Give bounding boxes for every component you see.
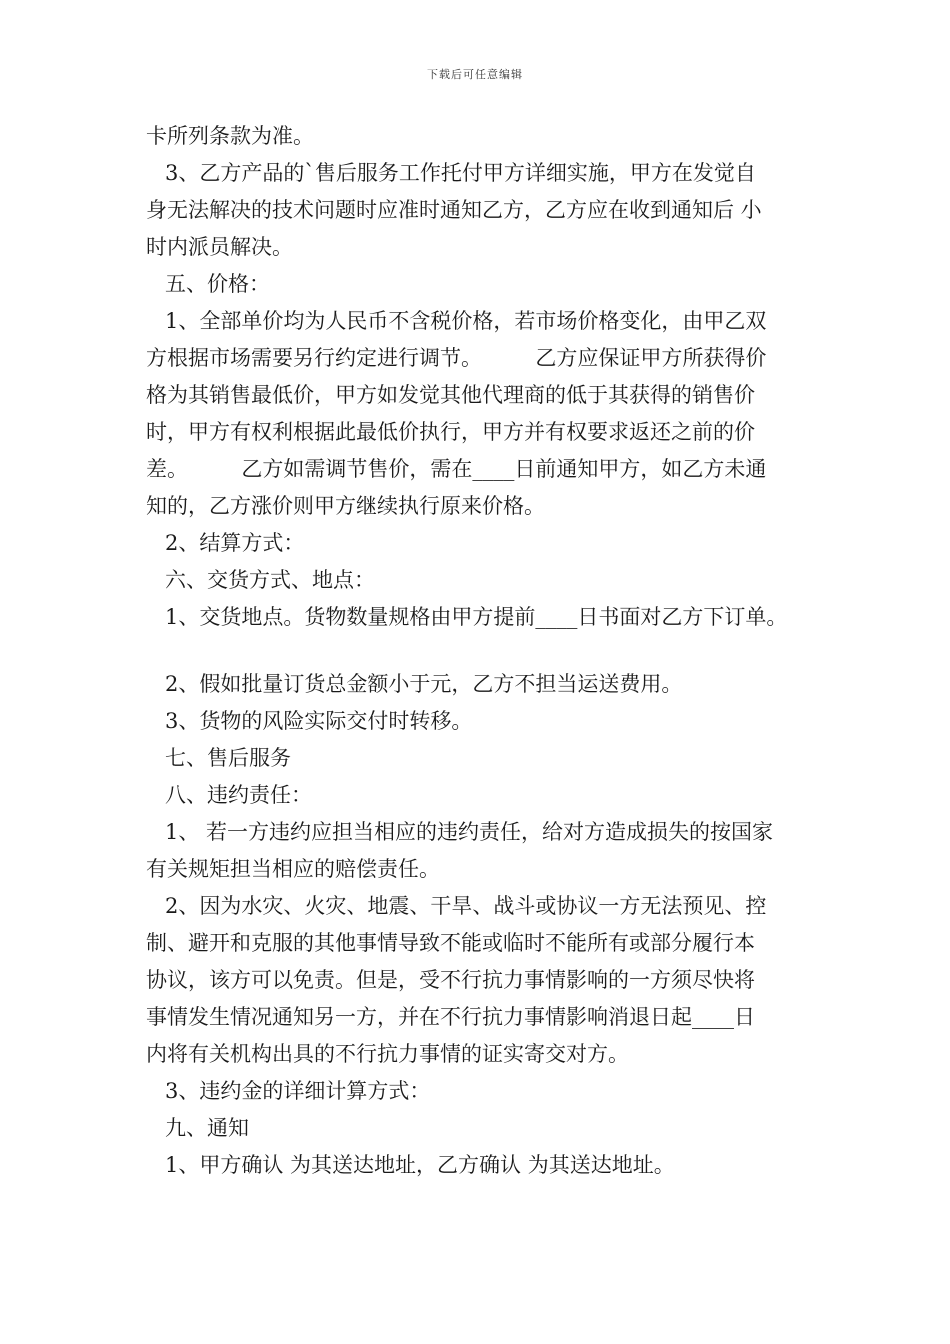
text-line: 1、全部单价均为人民币不含税价格，若市场价格变化，由甲乙双: [165, 309, 767, 333]
text-line: 3、违约金的详细计算方式：: [165, 1079, 431, 1103]
text-line: 内将有关机构出具的不行抗力事情的证实寄交对方。: [146, 1042, 629, 1066]
text-line: 七、售后服务: [165, 746, 291, 770]
text-line: 3、乙方产品的`售后服务工作托付甲方详细实施，甲方在发觉自: [165, 161, 756, 185]
text-line: 差。 乙方如需调节售价，需在____日前通知甲方，如乙方未通: [146, 457, 767, 481]
document-body: [146, 118, 816, 1184]
text-line: 时内派员解决。: [146, 235, 293, 259]
text-line: 时，甲方有权利根据此最低价执行，甲方并有权要求返还之前的价: [146, 420, 755, 444]
text-line: 格为其销售最低价，甲方如发觉其他代理商的低于其获得的销售价: [146, 383, 755, 407]
text-line: 2、假如批量订货总金额小于元，乙方不担当运送费用。: [165, 672, 683, 696]
text-line: 1、 若一方违约应担当相应的违约责任，给对方造成损失的按国家: [165, 820, 774, 844]
text-line: 身无法解决的技术问题时应准时通知乙方，乙方应在收到通知后 小: [146, 198, 762, 222]
text-line: 2、结算方式：: [165, 531, 305, 555]
text-line: 八、违约责任：: [165, 783, 312, 807]
text-line: 协议，该方可以免责。但是，受不行抗力事情影响的一方须尽快将: [146, 968, 755, 992]
text-line: 卡所列条款为准。: [146, 124, 314, 148]
text-line: 有关规矩担当相应的赔偿责任。: [146, 857, 440, 881]
text-line: 知的，乙方涨价则甲方继续执行原来价格。: [146, 494, 545, 518]
text-line: 1、甲方确认 为其送达地址，乙方确认 为其送达地址。: [165, 1153, 675, 1177]
text-line: 1、交货地点。货物数量规格由甲方提前____日书面对乙方下订单。: [165, 605, 788, 629]
text-line: 2、因为水灾、火灾、地震、干旱、战斗或协议一方无法预见、控: [165, 894, 767, 918]
text-line: 3、货物的风险实际交付时转移。: [165, 709, 473, 733]
text-line: 事情发生情况通知另一方，并在不行抗力事情影响消退日起____日: [146, 1005, 755, 1029]
text-line: 方根据市场需要另行约定进行调节。 乙方应保证甲方所获得价: [146, 346, 767, 370]
text-line: 九、通知: [165, 1116, 249, 1140]
page-header: 下载后可任意编辑: [427, 68, 523, 81]
text-line: 制、避开和克服的其他事情导致不能或临时不能所有或部分履行本: [146, 931, 755, 955]
text-line: 六、交货方式、地点：: [165, 568, 375, 592]
text-line: 五、价格：: [165, 272, 270, 296]
